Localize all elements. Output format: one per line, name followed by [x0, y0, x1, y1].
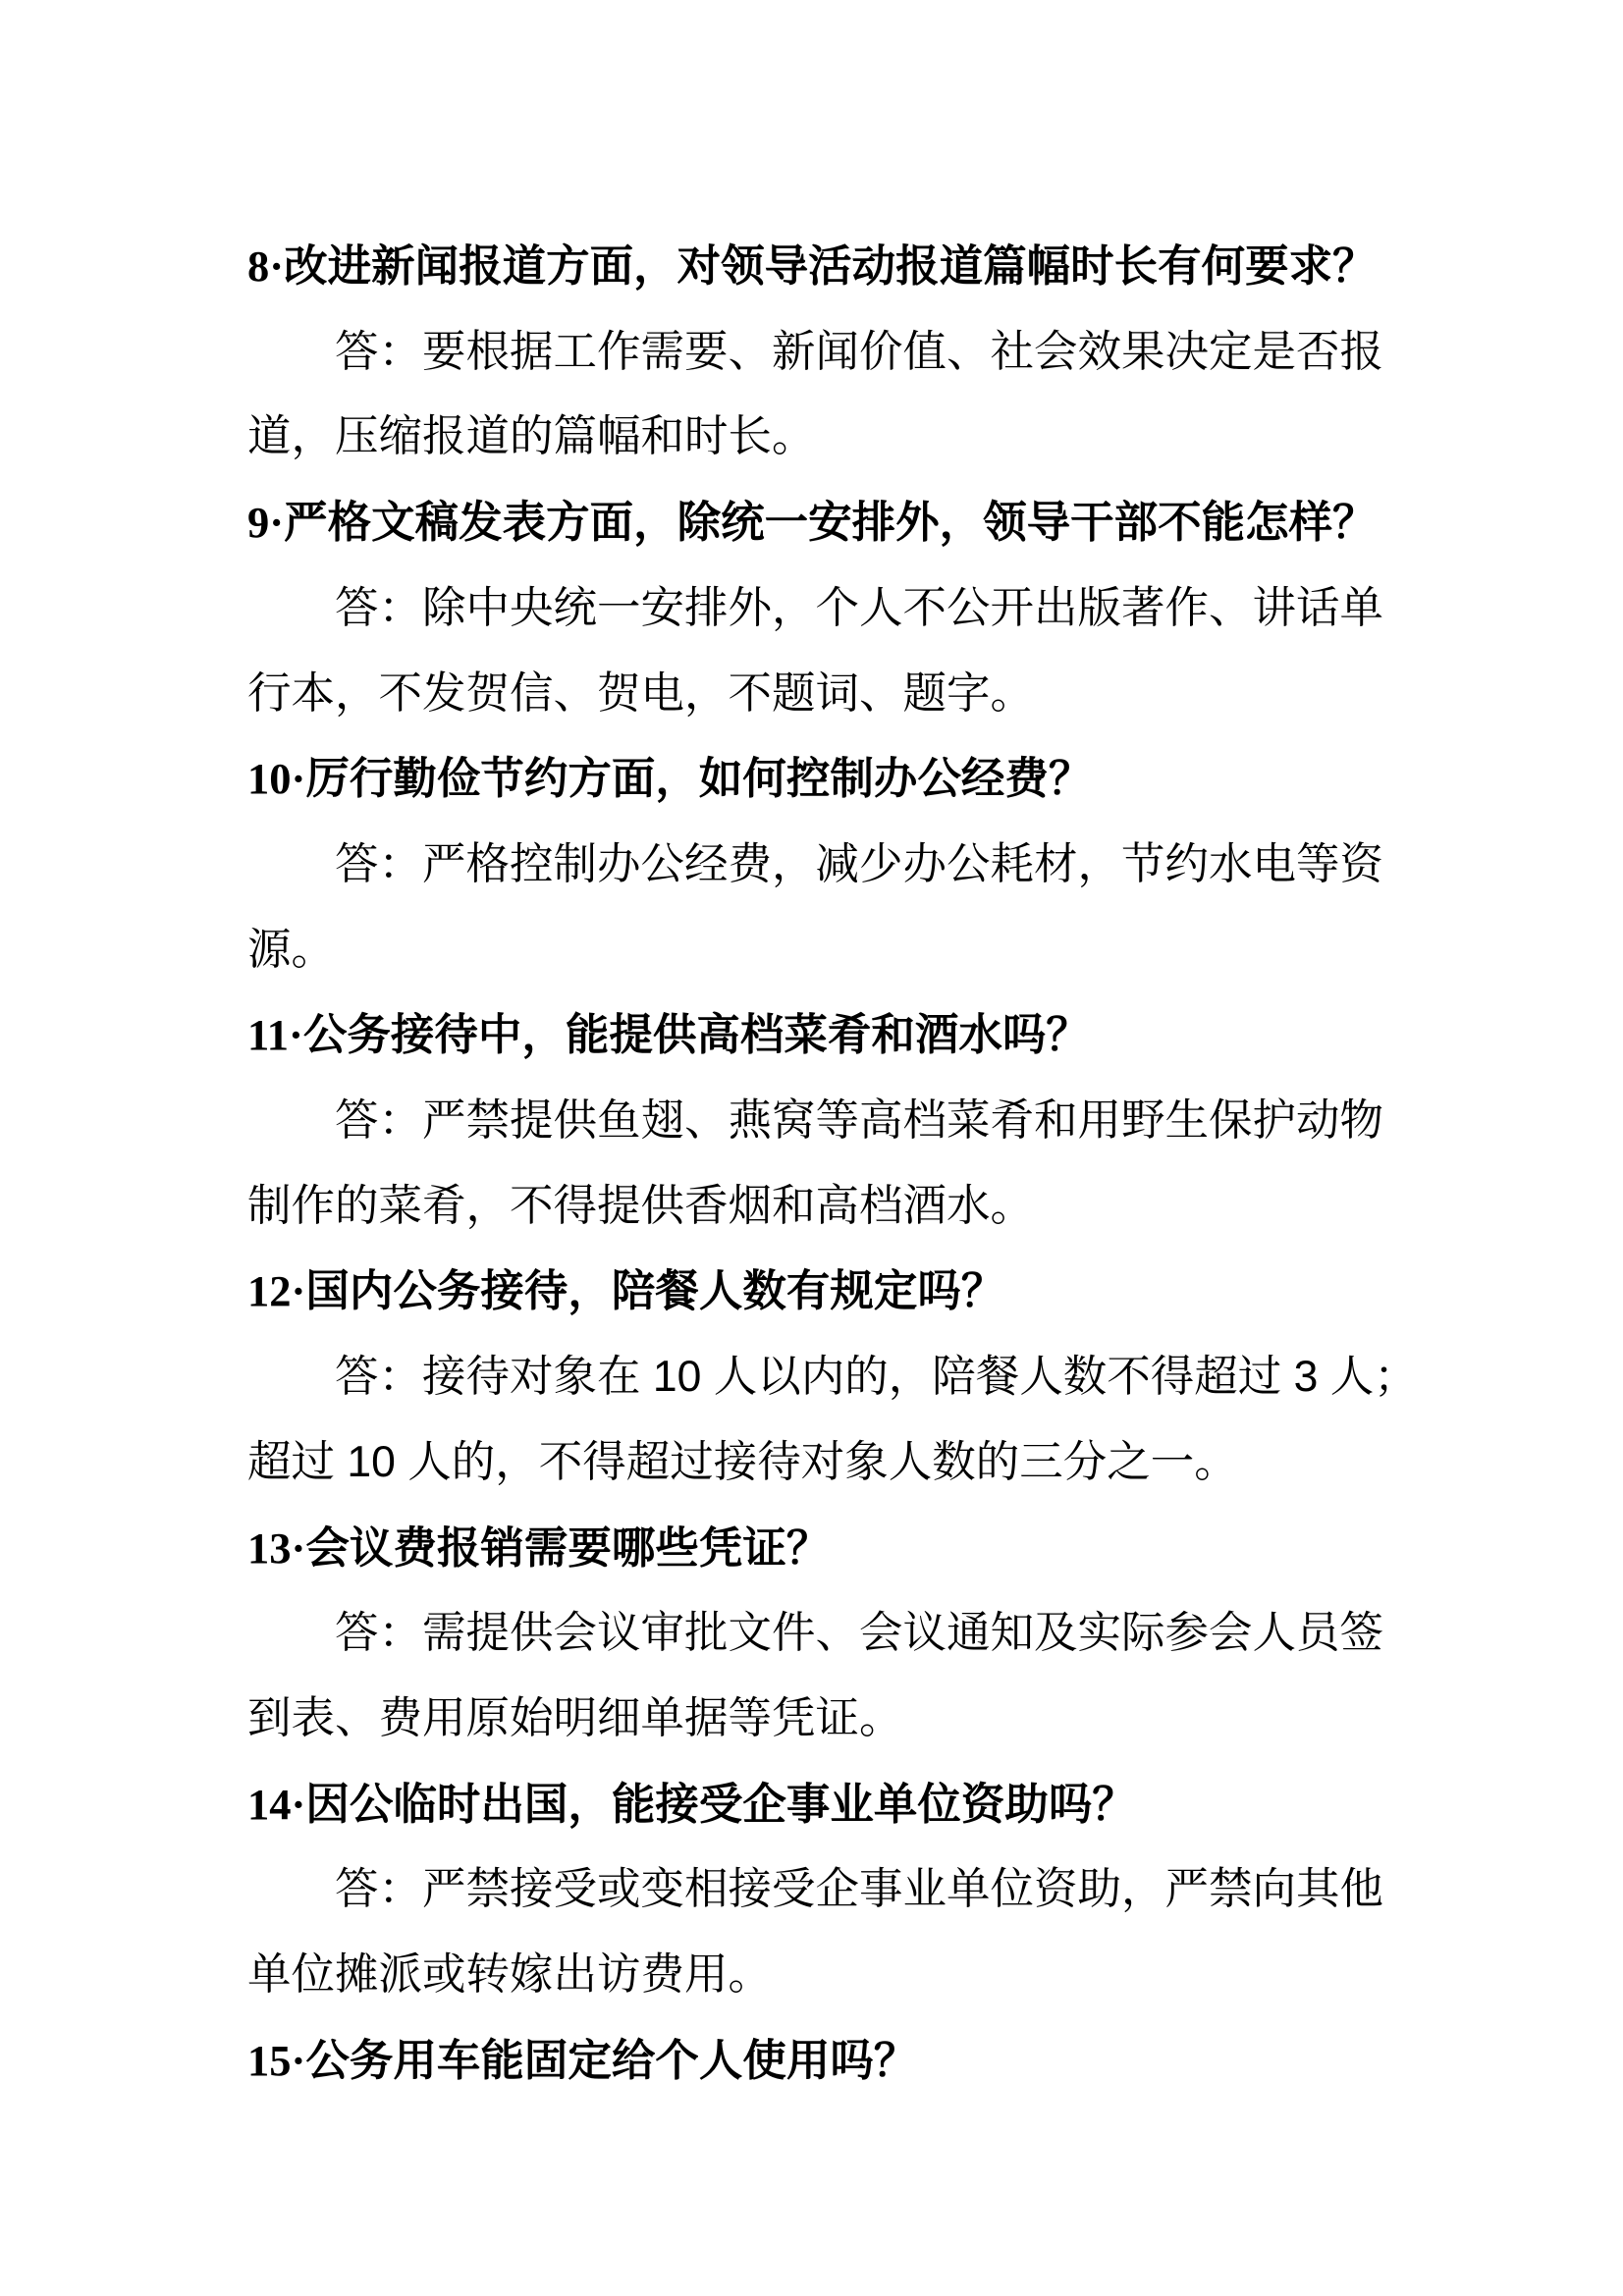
- question-heading: [247, 992, 1386, 1079]
- answer-line: 答：接待对象在 10 人以内的，陪餐人数不得超过 3 人；: [335, 1353, 1418, 1402]
- question-heading: [247, 2018, 1386, 2105]
- question-heading: [247, 1762, 1386, 1848]
- answer-line: 单位摊派或转嫁出访费用。: [247, 1950, 773, 2000]
- answer-line: 行本，不发贺信、贺电，不题词、题字。: [247, 668, 1035, 718]
- question-text: 厉行勤俭节约方面，如何控制办公经费？: [305, 755, 1093, 804]
- question-heading: [247, 736, 1386, 823]
- answer-line: 答：严格控制办公经费，减少办公耗材，节约水电等资: [335, 839, 1384, 888]
- question-text: 公务接待中，能提供高档菜肴和酒水吗？: [302, 1011, 1090, 1060]
- question-number: 8·: [247, 241, 285, 291]
- question-heading: [247, 1506, 1386, 1592]
- question-number: 10·: [247, 754, 306, 804]
- question-text: 公务用车能固定给个人使用吗？: [305, 2036, 918, 2085]
- answer-line: 答：需提供会议审批文件、会议通知及实际参会人员签: [335, 1609, 1384, 1658]
- answer-line: 答：严禁提供鱼翅、燕窝等高档菜肴和用野生保护动物: [335, 1096, 1384, 1146]
- answer-line: 源。: [247, 925, 336, 974]
- question-text: 严格文稿发表方面，除统一安排外，领导干部不能怎样？: [284, 499, 1377, 548]
- question-number: 14·: [247, 1779, 306, 1829]
- answer-line: 到表、费用原始明细单据等凭证。: [247, 1693, 903, 1742]
- question-number: 9·: [247, 498, 285, 548]
- document-body: [247, 224, 1418, 2104]
- question-number: 15·: [247, 2035, 306, 2085]
- answer-line: 答：除中央统一安排外，个人不公开出版著作、讲话单: [335, 583, 1384, 632]
- question-heading: [247, 480, 1386, 566]
- question-heading: [247, 224, 1386, 310]
- answer-line: 道，压缩报道的篇幅和时长。: [247, 412, 816, 461]
- question-text: 国内公务接待，陪餐人数有规定吗？: [305, 1267, 1005, 1316]
- question-text: 改进新闻报道方面，对领导活动报道篇幅时长有何要求？: [284, 242, 1377, 291]
- question-text: 会议费报销需要哪些凭证？: [305, 1523, 831, 1573]
- question-heading: [247, 1249, 1386, 1335]
- answer-line: 答：严禁接受或变相接受企事业单位资助，严禁向其他: [335, 1865, 1384, 1914]
- question-number: 12·: [247, 1266, 306, 1316]
- answer-line: 超过 10 人的，不得超过接待对象人数的三分之一。: [247, 1437, 1238, 1486]
- question-text: 因公临时出国，能接受企事业单位资助吗？: [305, 1780, 1136, 1829]
- question-number: 11·: [247, 1010, 303, 1060]
- answer-line: 制作的菜肴，不得提供香烟和高档酒水。: [247, 1181, 1035, 1230]
- question-number: 13·: [247, 1522, 306, 1573]
- answer-line: 答：要根据工作需要、新闻价值、社会效果决定是否报: [335, 327, 1384, 376]
